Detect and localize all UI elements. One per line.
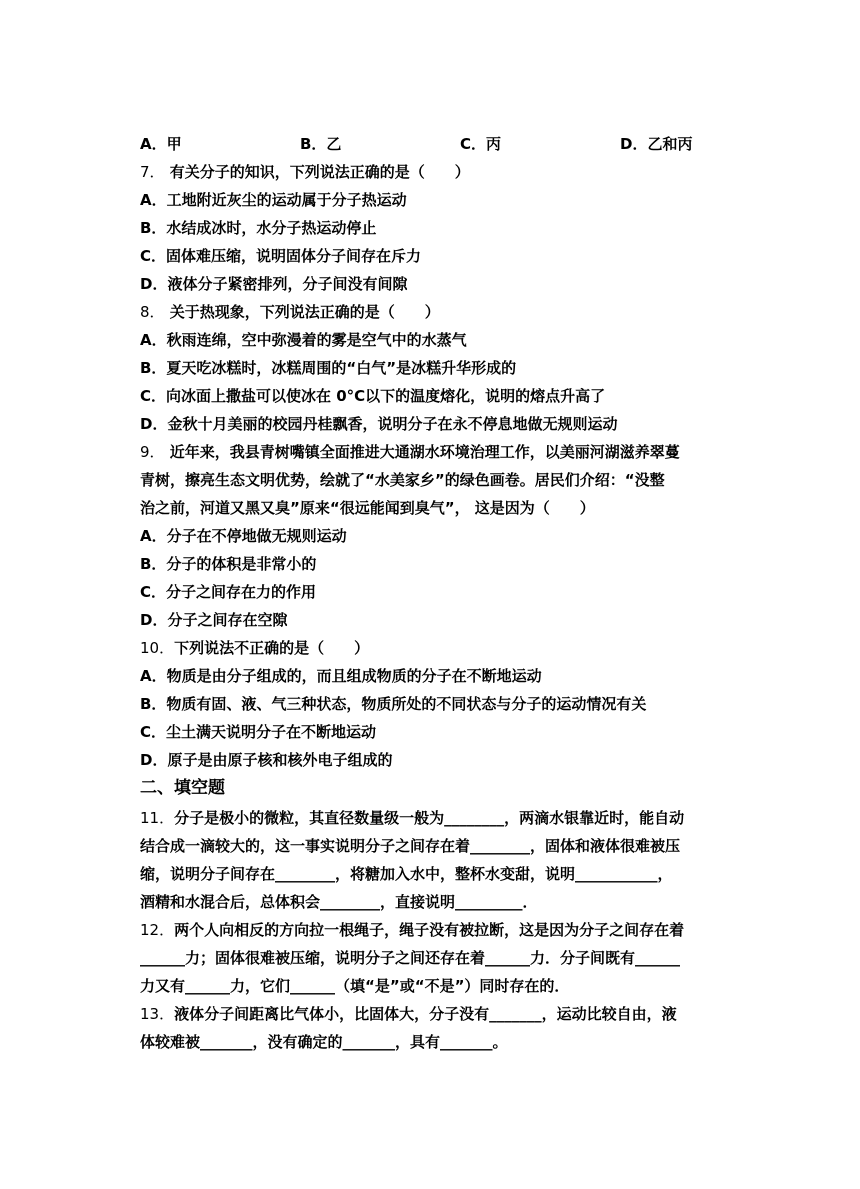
q12-text-1: 两个人向相反的方向拉一根绳子，绳子没有被拉断，这是因为分子之间存在着 xyxy=(174,921,685,939)
q10-option-b: B．物质有固、液、气三种状态，物质所处的不同状态与分子的运动情况有关 xyxy=(140,695,647,713)
q8-stem-text: 关于热现象，下列说法正确的是（ ） xyxy=(164,303,440,321)
q11-line-1 xyxy=(140,808,725,828)
section-heading-fill-in: 二、填空题 xyxy=(140,778,225,798)
q7-stem xyxy=(140,162,725,182)
q11-number: 11． xyxy=(140,809,175,827)
q10-option-c: C．尘土满天说明分子在不断地运动 xyxy=(140,723,377,741)
q13-line-2: 体较难被_______，没有确定的_______，具有_______。 xyxy=(140,1033,508,1051)
q10-option-d: D．原子是由原子核和核外电子组成的 xyxy=(140,751,393,769)
q8-stem xyxy=(140,302,725,322)
q12-line-3: 力又有______力，它们______（填“是”或“不是”）同时存在的． xyxy=(140,977,570,995)
q9-option-d: D．分子之间存在空隙 xyxy=(140,611,288,629)
q6-option-d: D．乙和丙 xyxy=(620,135,693,153)
q9-option-c: C．分子之间存在力的作用 xyxy=(140,583,317,601)
q10-stem xyxy=(140,638,725,658)
q6-option-a: A．甲 xyxy=(140,135,182,153)
q6-option-c: C．丙 xyxy=(460,135,502,153)
q9-stem-line-1 xyxy=(140,442,725,462)
q9-stem-text-1: 近年来，我县青树嘴镇全面推进大通湖水环境治理工作，以美丽河湖滋养翠蔓 xyxy=(164,443,680,461)
q8-option-d: D．金秋十月美丽的校园丹桂飘香，说明分子在永不停息地做无规则运动 xyxy=(140,415,618,433)
q11-line-2: 结合成一滴较大的，这一事实说明分子之间存在着________，固体和液体很难被压 xyxy=(140,837,681,855)
q7-option-a: A．工地附近灰尘的运动属于分子热运动 xyxy=(140,191,407,209)
q7-option-b: B．水结成冰时，水分子热运动停止 xyxy=(140,219,377,237)
q8-option-b: B．夏天吃冰糕时，冰糕周围的“白气”是冰糕升华形成的 xyxy=(140,359,517,377)
q13-line-1 xyxy=(140,1004,725,1024)
q12-line-1 xyxy=(140,920,725,940)
q11-line-4: 酒精和水混合后，总体积会________，直接说明_________． xyxy=(140,893,538,911)
q10-option-a: A．物质是由分子组成的，而且组成物质的分子在不断地运动 xyxy=(140,667,542,685)
q6-option-b: B．乙 xyxy=(300,135,342,153)
q7-option-c: C．固体难压缩，说明固体分子间存在斥力 xyxy=(140,247,422,265)
q13-text-1: 液体分子间距离比气体小，比固体大，分子没有_______，运动比较自由，液 xyxy=(174,1005,677,1023)
q9-option-b: B．分子的体积是非常小的 xyxy=(140,555,317,573)
q9-option-a: A．分子在不停地做无规则运动 xyxy=(140,527,347,545)
q9-stem-line-2: 青树，擦亮生态文明优势，绘就了“水美家乡”的绿色画卷。居民们介绍：“没整 xyxy=(140,471,665,489)
q11-text-1: 分子是极小的微粒，其直径数量级一般为________，两滴水银靠近时，能自动 xyxy=(174,809,685,827)
q11-line-3: 缩，说明分子间存在________，将糖加入水中，整杯水变甜，说明___________， xyxy=(140,865,673,883)
q7-number: 7． xyxy=(140,163,165,181)
q9-stem-line-3: 治之前，河道又黑又臭”原来“很远能闻到臭气”， 这是因为（ ） xyxy=(140,499,595,517)
q7-stem-text: 有关分子的知识，下列说法正确的是（ ） xyxy=(164,163,470,181)
q12-number: 12． xyxy=(140,921,175,939)
q8-option-c: C．向冰面上撒盐可以使冰在 0°C以下的温度熔化，说明的熔点升高了 xyxy=(140,387,606,405)
q10-number: 10． xyxy=(140,639,175,657)
q8-number: 8． xyxy=(140,303,165,321)
q12-line-2: ______力；固体很难被压缩，说明分子之间还存在着______力．分子间既有______ xyxy=(140,949,681,967)
q10-stem-text: 下列说法不正确的是（ ） xyxy=(174,639,370,657)
q7-option-d: D．液体分子紧密排列，分子间没有间隙 xyxy=(140,275,408,293)
q13-number: 13． xyxy=(140,1005,175,1023)
q9-number: 9． xyxy=(140,443,165,461)
q8-option-a: A．秋雨连绵，空中弥漫着的雾是空气中的水蒸气 xyxy=(140,331,467,349)
